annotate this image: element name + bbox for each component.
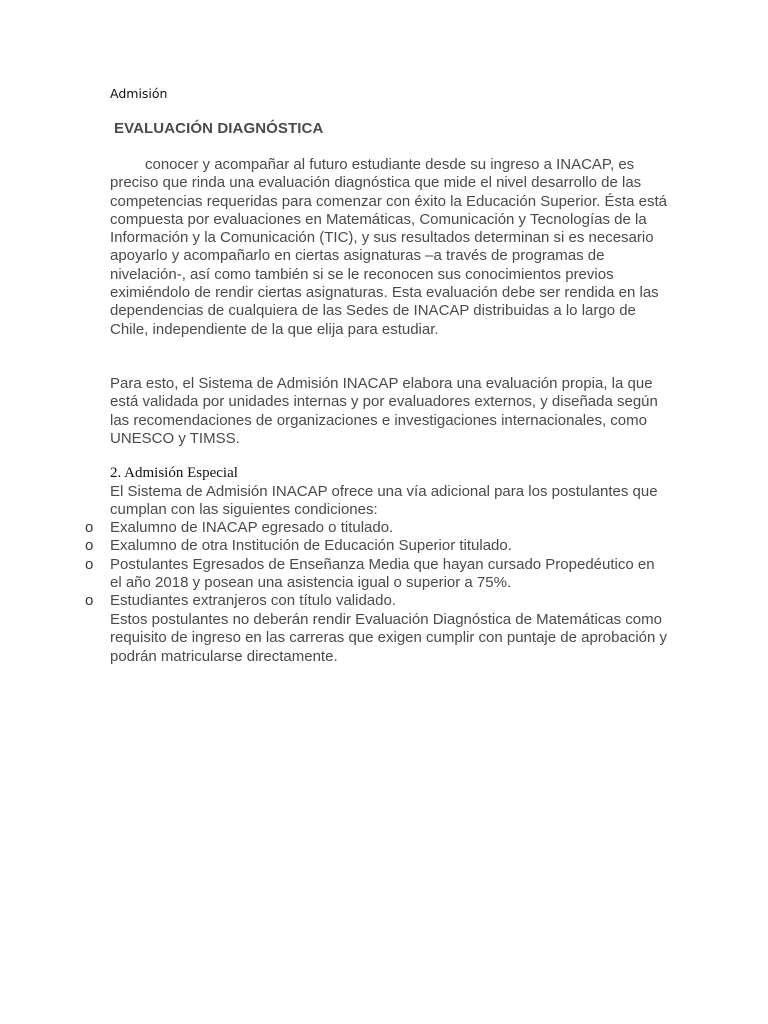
section-heading-special-admission: 2. Admisión Especial [110, 465, 238, 481]
paragraph-evaluation [110, 156, 670, 339]
section-intro: El Sistema de Admisión INACAP ofrece una vía adicional para los postulantes que cumplan con las siguientes condiciones: [110, 483, 658, 519]
condition-text: Exalumno de INACAP egresado o titulado. [110, 519, 394, 536]
document-title: EVALUACIÓN DIAGNÓSTICA [114, 120, 324, 137]
paragraph-admission-system: Para esto, el Sistema de Admisión INACAP elabora una evaluación propia, la que está validada por unidades internas y por evaluadores externos, y diseñada según las recomendaciones de organizaciones e investigaciones internacionales, como UNESCO y TIMSS. [110, 375, 658, 447]
bullet-marker: o [85, 537, 94, 555]
condition-text: Exalumno de otra Institución de Educación Superior titulado. [110, 537, 512, 555]
list-item [0, 519, 670, 537]
condition-text: Estudiantes extranjeros con título validado. [110, 592, 397, 610]
bullet-marker: o [85, 555, 94, 573]
header-label: Admisión [110, 86, 168, 101]
list-item [0, 537, 670, 555]
paragraph-evaluation-text: conocer y acompañar al futuro estudiante desde su ingreso a INACAP, es preciso que rinda una evaluación diagnóstica que mide el nivel desarrollo de las competencias requeridas para comenzar con éxito la Educación Superior. Ésta está compuesta por evaluaciones en Matemáticas, Comunicación y Tecnologías de la Información y la Comunicación (TIC), y sus resultados determinan si es necesario apoyarlo y acompañarlo en ciertas asignaturas –a través de programas de nivelación-, así como también si se le reconocen sus conocimientos previos eximiéndolo de rendir ciertas asignaturas. Esta evaluación debe ser rendida en las dependencias de cualquiera de las Sedes de INACAP distribuidas a lo largo de Chile, independiente de la que elija para estudiar. [110, 156, 667, 338]
list-item [0, 556, 670, 593]
bullet-marker: o [85, 592, 94, 610]
conditions-list [0, 519, 700, 610]
condition-text: Postulantes Egresados de Enseñanza Media que hayan cursado Propedéutico en el año 2018 y posean una asistencia igual o superior a 75%. [110, 555, 655, 591]
bullet-marker: o [85, 519, 94, 536]
list-item [0, 592, 670, 610]
closing-paragraph: Estos postulantes no deberán rendir Evaluación Diagnóstica de Matemáticas como requisito de ingreso en las carreras que exigen cumplir con puntaje de aprobación y podrán matricularse directamente. [110, 611, 667, 665]
